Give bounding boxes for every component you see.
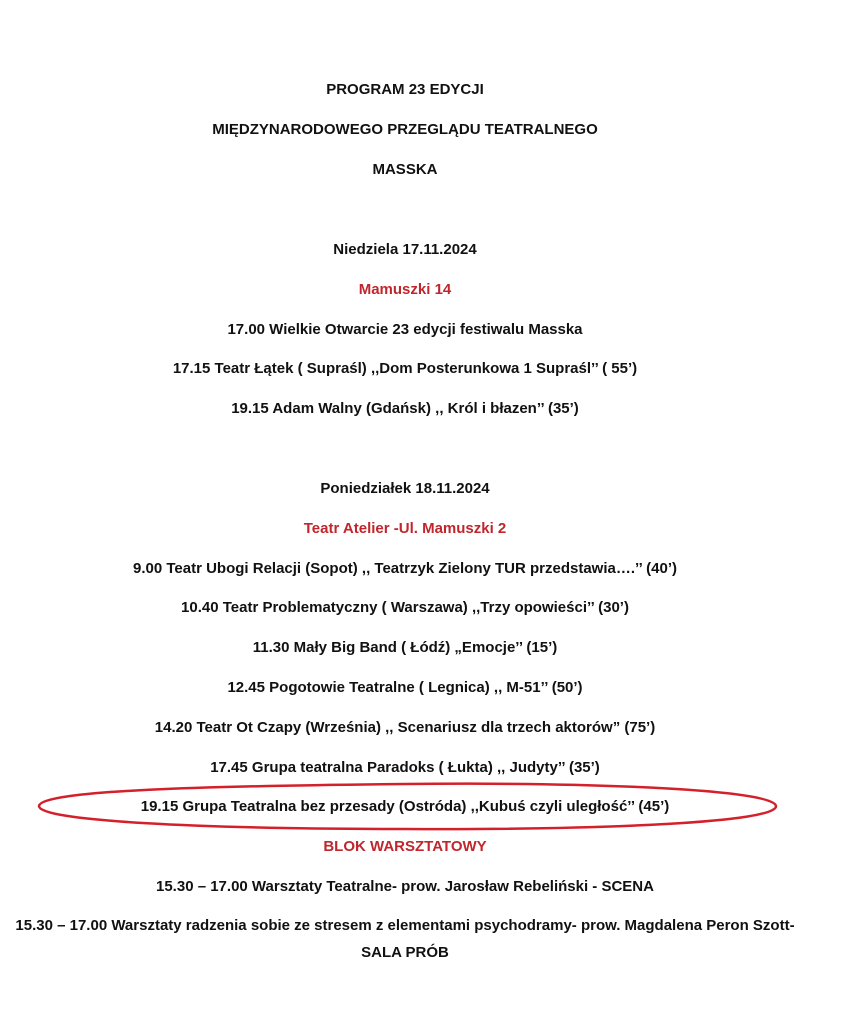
day2-event: 11.30 Mały Big Band ( Łódź) „Emocje’’ (15’) bbox=[252, 639, 558, 656]
workshops-title: BLOK WARSZTATOWY bbox=[323, 838, 487, 855]
day1-event: 19.15 Adam Walny (Gdańsk) ,, Król i błazen’’ (35’) bbox=[231, 400, 579, 417]
day2-event: 17.45 Grupa teatralna Paradoks ( Łukta) ,, Judyty’’ (35’) bbox=[210, 759, 600, 776]
workshop-item: 15.30 – 17.00 Warsztaty radzenia sobie ze stresem z elementami psychodramy- prow. Magdalena Peron Szott- SALA PRÓB bbox=[15, 917, 795, 961]
workshop-item: 15.30 – 17.00 Warsztaty Teatralne- prow. Jarosław Rebeliński - SCENA bbox=[156, 878, 654, 895]
day2-venue: Teatr Atelier -Ul. Mamuszki 2 bbox=[303, 520, 507, 537]
day1-venue: Mamuszki 14 bbox=[358, 281, 452, 298]
day1-date: Niedziela 17.11.2024 bbox=[333, 241, 477, 258]
day2-event: 12.45 Pogotowie Teatralne ( Legnica) ,, M-51’’ (50’) bbox=[227, 679, 583, 696]
program-title-line1: PROGRAM 23 EDYCJI bbox=[326, 81, 484, 98]
day2-event: 10.40 Teatr Problematyczny ( Warszawa) ,,Trzy opowieści’’ (30’) bbox=[181, 599, 629, 616]
day2-date: Poniedziałek 18.11.2024 bbox=[320, 480, 490, 497]
day1-event: 17.15 Teatr Łątek ( Supraśl) ,,Dom Posterunkowa 1 Supraśl’’ ( 55’) bbox=[172, 360, 638, 377]
day2-event: 14.20 Teatr Ot Czapy (Września) ,, Scenariusz dla trzech aktorów” (75’) bbox=[154, 719, 656, 736]
program-title-line3: MASSKA bbox=[372, 161, 438, 178]
day1-event: 17.00 Wielkie Otwarcie 23 edycji festiwalu Masska bbox=[227, 321, 583, 338]
day2-event: 9.00 Teatr Ubogi Relacji (Sopot) ,, Teatrzyk Zielony TUR przedstawia….’’ (40’) bbox=[132, 560, 677, 577]
program-title-line2: MIĘDZYNARODOWEGO PRZEGLĄDU TEATRALNEGO bbox=[212, 121, 598, 138]
day2-event-highlighted: 19.15 Grupa Teatralna bez przesady (Ostróda) ,,Kubuś czyli uległość’’ (45’) bbox=[140, 798, 670, 815]
